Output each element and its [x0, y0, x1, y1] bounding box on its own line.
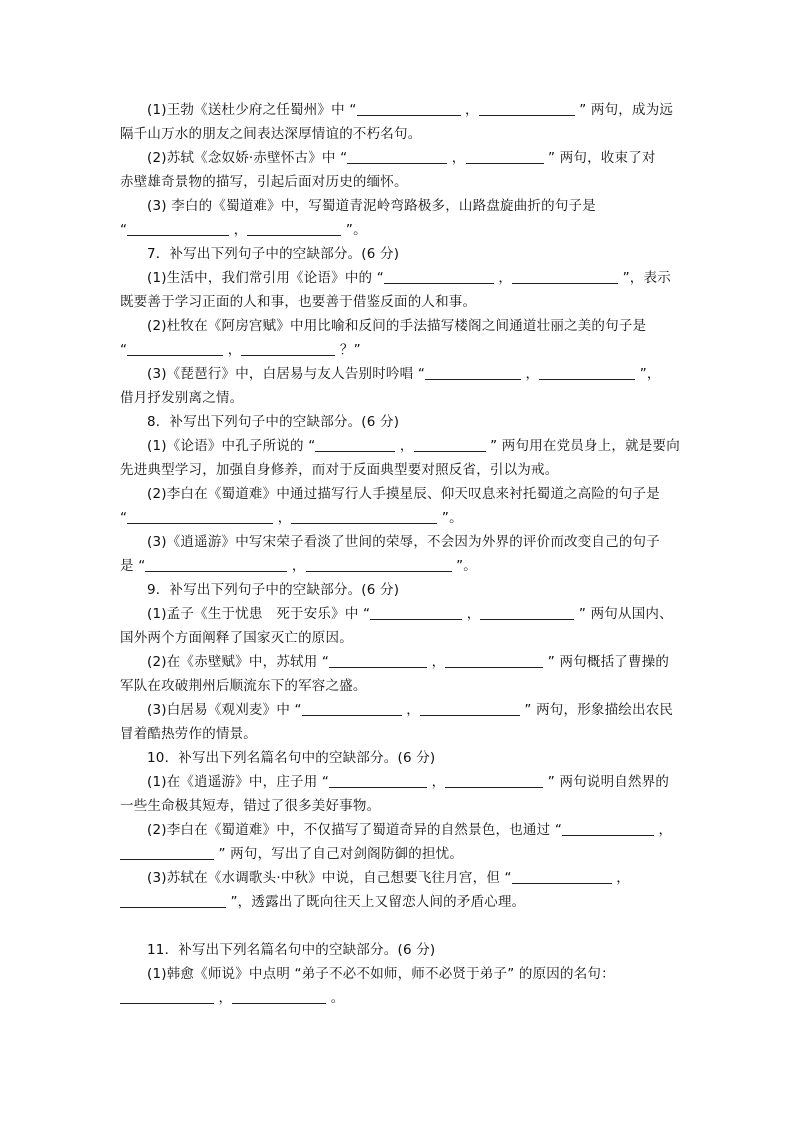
- text-segment: (2)李白在《蜀道难》中通过描写行人手摸星辰、仰天叹息来衬托蜀道之高险的句子是: [147, 486, 660, 502]
- fill-in-blank[interactable]: [329, 771, 427, 788]
- text-segment: (1)生活中，我们常引用《论语》中的 “: [147, 270, 384, 286]
- text-line: [147, 938, 680, 962]
- text-line: [147, 578, 680, 602]
- text-line: [120, 722, 680, 746]
- text-segment: ，: [223, 342, 242, 358]
- fill-in-blank[interactable]: [370, 603, 462, 620]
- text-line: [120, 554, 680, 578]
- fill-in-blank[interactable]: [120, 987, 214, 1004]
- text-segment: (2)在《赤壁赋》中，苏轼用 “: [147, 654, 330, 670]
- text-segment: ，: [462, 606, 481, 622]
- text-segment: “: [120, 222, 128, 238]
- text-line: [147, 242, 680, 266]
- text-line: [147, 482, 680, 506]
- text-segment: ，: [460, 102, 479, 118]
- text-segment: 10．补写出下列名篇名句中的空缺部分。(6 分): [147, 750, 436, 766]
- text-line: [147, 530, 680, 554]
- fill-in-blank[interactable]: [480, 603, 574, 620]
- fill-in-blank[interactable]: [384, 267, 494, 284]
- text-segment: ，: [447, 150, 466, 166]
- fill-in-blank[interactable]: [420, 699, 520, 716]
- fill-in-blank[interactable]: [120, 843, 214, 860]
- text-segment: ，: [611, 870, 630, 886]
- text-segment: ，: [521, 366, 540, 382]
- text-line: [147, 818, 680, 842]
- text-segment: (3) 李白的《蜀道难》中，写蜀道青泥岭弯路极多，山路盘旋曲折的句子是: [147, 198, 596, 214]
- text-segment: (2)杜牧在《阿房宫赋》中用比喻和反问的手法描写楼阁之间通道壮丽之美的句子是: [147, 318, 647, 334]
- fill-in-blank[interactable]: [247, 219, 341, 236]
- text-segment: ” 两句概括了曹操的: [543, 654, 670, 670]
- text-segment: ，: [214, 990, 233, 1006]
- text-line: [147, 770, 680, 794]
- text-segment: 8．补写出下列句子中的空缺部分。(6 分): [147, 414, 400, 430]
- text-segment: (3)苏轼在《水调歌头·中秋》中说，自己想要飞往月宫，但 “: [147, 870, 512, 886]
- text-line: [120, 794, 680, 818]
- fill-in-blank[interactable]: [291, 507, 437, 524]
- fill-in-blank[interactable]: [445, 771, 543, 788]
- text-segment: 11．补写出下列名篇名句中的空缺部分。(6 分): [147, 942, 436, 958]
- fill-in-blank[interactable]: [127, 219, 229, 236]
- text-segment: 冒着酷热劳作的情景。: [120, 726, 257, 742]
- text-segment: ” 两句用在党员身上，就是要向: [485, 438, 680, 454]
- text-segment: ，: [427, 654, 446, 670]
- text-segment: ” 两句，成为远: [574, 102, 674, 118]
- text-segment: ，: [654, 822, 673, 838]
- text-line: [120, 626, 680, 650]
- fill-in-blank[interactable]: [329, 651, 427, 668]
- fill-in-blank[interactable]: [127, 507, 273, 524]
- text-segment: 赤壁雄奇景物的描写，引起后面对历史的缅怀。: [120, 174, 408, 190]
- fill-in-blank[interactable]: [232, 987, 326, 1004]
- text-line: [147, 650, 680, 674]
- text-line: [147, 362, 680, 386]
- text-line: [147, 314, 680, 338]
- text-segment: ”。: [341, 222, 367, 238]
- text-segment: (1)韩愈《师说》中点明 “弟子不必不如师，师不必贤于弟子” 的原因的名句：: [147, 966, 615, 982]
- text-segment: (1)王勃《送杜少府之任蜀州》中 “: [147, 102, 357, 118]
- text-line: [120, 386, 680, 410]
- text-segment: ，: [273, 510, 292, 526]
- text-line: [120, 122, 680, 146]
- fill-in-blank[interactable]: [539, 363, 635, 380]
- text-segment: 。: [326, 990, 345, 1006]
- text-segment: “: [120, 342, 128, 358]
- text-line: [120, 458, 680, 482]
- fill-in-blank[interactable]: [241, 339, 335, 356]
- fill-in-blank[interactable]: [562, 819, 654, 836]
- text-segment: ，: [229, 222, 248, 238]
- text-segment: ”，表示: [618, 270, 671, 286]
- fill-in-blank[interactable]: [120, 891, 226, 908]
- text-segment: ，: [287, 558, 306, 574]
- text-segment: 国外两个方面阐释了国家灭亡的原因。: [120, 630, 353, 646]
- text-segment: ” 两句说明自然界的: [543, 774, 670, 790]
- text-line: [147, 962, 680, 986]
- text-segment: “: [120, 510, 128, 526]
- text-segment: (1)《论语》中孔子所说的 “: [147, 438, 316, 454]
- text-line: [147, 194, 680, 218]
- fill-in-blank[interactable]: [466, 147, 544, 164]
- text-segment: (3)白居易《观刈麦》中 “: [147, 702, 302, 718]
- text-line: [120, 170, 680, 194]
- text-segment: ” 两句，写出了自己对剑阁防御的担忧。: [214, 846, 464, 862]
- text-segment: ”。: [451, 558, 477, 574]
- text-segment: ，: [493, 270, 513, 286]
- fill-in-blank[interactable]: [302, 699, 402, 716]
- fill-in-blank[interactable]: [445, 651, 543, 668]
- text-segment: ？”: [335, 342, 361, 358]
- text-segment: ”，: [635, 366, 661, 382]
- text-segment: 隔千山万水的朋友之间表达深厚情谊的不朽名句。: [120, 126, 422, 142]
- text-line: [147, 266, 680, 290]
- text-segment: 借月抒发别离之情。: [120, 390, 244, 406]
- fill-in-blank[interactable]: [127, 339, 223, 356]
- text-line: [120, 890, 680, 914]
- text-line: [147, 410, 680, 434]
- text-segment: 一些生命极其短寿，错过了很多美好事物。: [120, 798, 381, 814]
- text-line: [147, 746, 680, 770]
- text-line: [147, 146, 680, 170]
- text-line: [120, 674, 680, 698]
- fill-in-blank[interactable]: [347, 147, 447, 164]
- text-segment: (3)《逍遥游》中写宋荣子看淡了世间的荣辱，不会因为外界的评价而改变自己的句子: [147, 534, 660, 550]
- text-line: [120, 290, 680, 314]
- fill-in-blank[interactable]: [414, 435, 486, 452]
- text-segment: 军队在攻破荆州后顺流东下的军容之盛。: [120, 678, 367, 694]
- fill-in-blank[interactable]: [315, 435, 395, 452]
- text-line: [120, 506, 680, 530]
- text-line: [147, 98, 680, 122]
- fill-in-blank[interactable]: [479, 99, 575, 116]
- fill-in-blank[interactable]: [512, 267, 618, 284]
- text-segment: ，: [401, 702, 420, 718]
- text-segment: ，: [395, 438, 414, 454]
- text-segment: 是 “: [120, 558, 146, 574]
- text-line: [147, 434, 680, 458]
- text-line: [147, 866, 680, 890]
- text-segment: (1)孟子《生于忧患 死于安乐》中 “: [147, 606, 371, 622]
- text-segment: ” 两句从国内、: [574, 606, 673, 622]
- text-segment: 既要善于学习正面的人和事，也要善于借鉴反面的人和事。: [120, 294, 477, 310]
- text-segment: (2)李白在《蜀道难》中，不仅描写了蜀道奇异的自然景色，也通过 “: [147, 822, 563, 838]
- text-segment: ，: [427, 774, 446, 790]
- text-segment: 7．补写出下列句子中的空缺部分。(6 分): [147, 246, 400, 262]
- text-line: [120, 338, 680, 362]
- fill-in-blank[interactable]: [357, 99, 461, 116]
- text-segment: (3)《琵琶行》中，白居易与友人告别时吟唱 “: [147, 366, 426, 382]
- text-segment: (2)苏轼《念奴娇·赤壁怀古》中 “: [147, 150, 348, 166]
- text-segment: (1)在《逍遥游》中，庄子用 “: [147, 774, 330, 790]
- text-line: [147, 698, 680, 722]
- text-segment: ” 两句，形象描绘出农民: [519, 702, 674, 718]
- fill-in-blank[interactable]: [425, 363, 521, 380]
- fill-in-blank[interactable]: [306, 555, 452, 572]
- text-segment: 先进典型学习，加强自身修养，而对于反面典型要对照反省，引以为戒。: [120, 462, 559, 478]
- text-segment: ” 两句，收束了对: [543, 150, 656, 166]
- text-segment: ”。: [437, 510, 463, 526]
- text-segment: 9．补写出下列句子中的空缺部分。(6 分): [147, 582, 400, 598]
- text-segment: ”，透露出了既向往天上又留恋人间的矛盾心理。: [226, 894, 526, 910]
- fill-in-blank[interactable]: [145, 555, 287, 572]
- text-line: [120, 218, 680, 242]
- fill-in-blank[interactable]: [512, 867, 612, 884]
- text-line: [120, 986, 680, 1010]
- text-line: [120, 842, 680, 866]
- text-line: [147, 602, 680, 626]
